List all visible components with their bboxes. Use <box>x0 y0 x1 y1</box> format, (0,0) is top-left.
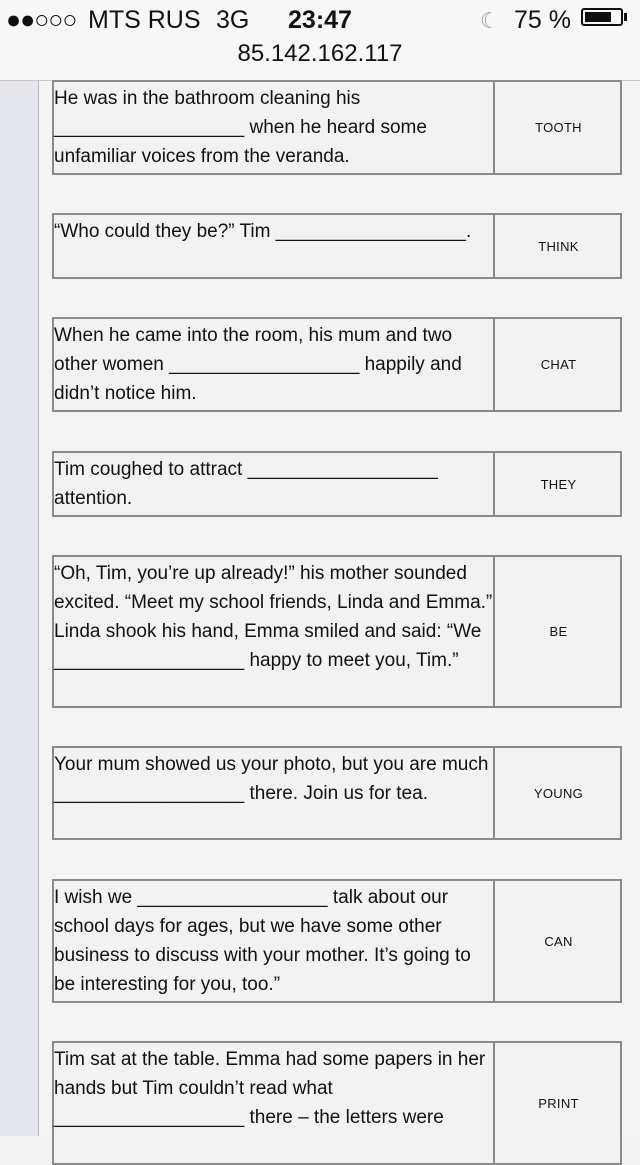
sentence-cell: “Oh, Tim, you’re up already!” his mother sounded excited. “Meet my school friends, Linda and Emma.” Linda shook his hand, Emma smiled and said: “We __________________ happy to meet you, Tim.” <box>54 557 495 706</box>
sentence-cell: Tim coughed to attract __________________ attention. <box>54 453 495 515</box>
sentence-cell: Tim sat at the table. Emma had some papers in her hands but Tim couldn’t read what __________________ there – the letters were <box>54 1043 495 1163</box>
table-row <box>52 213 622 279</box>
sentence-cell: “Who could they be?” Tim __________________. <box>54 215 495 277</box>
network-type: 3G <box>216 6 250 34</box>
battery-fill <box>585 12 611 22</box>
table-row <box>52 879 622 1003</box>
battery-percentage: 75 % <box>514 6 571 34</box>
sentence-cell: Your mum showed us your photo, but you are much __________________ there. Join us for tea. <box>54 748 495 838</box>
table-row <box>52 80 622 175</box>
table-row <box>52 746 622 840</box>
battery-icon <box>581 8 623 26</box>
sentence-cell: When he came into the room, his mum and two other women __________________ happily and didn’t notice him. <box>54 319 495 410</box>
address-bar[interactable]: 85.142.162.117 <box>237 40 403 67</box>
keyword-cell: THINK <box>538 238 579 254</box>
keyword-cell: BE <box>549 624 568 639</box>
sentence-cell: He was in the bathroom cleaning his __________________ when he heard some unfamiliar voices from the veranda. <box>54 82 495 173</box>
table-row <box>52 1041 622 1165</box>
moon-icon: ☾ <box>480 8 500 33</box>
keyword-cell: TOOTH <box>535 120 582 135</box>
keyword-cell: CAN <box>544 933 573 949</box>
left-margin <box>0 81 39 1136</box>
carrier-name: MTS RUS <box>88 6 201 34</box>
battery-tip <box>624 13 627 21</box>
keyword-cell: YOUNG <box>533 785 584 801</box>
keyword-cell: PRINT <box>538 1095 579 1111</box>
table-row <box>52 451 622 517</box>
clock: 23:47 <box>288 6 352 34</box>
table-row <box>52 317 622 412</box>
keyword-cell: THEY <box>540 476 577 492</box>
status-bar <box>0 0 640 81</box>
signal-strength-icon: ●●○○○ <box>6 6 77 34</box>
sentence-cell: I wish we __________________ talk about our school days for ages, but we have some other business to discuss with your mother. It’s going to be interesting for you, too.” <box>54 881 495 1001</box>
table-row <box>52 555 622 708</box>
keyword-cell: CHAT <box>540 357 577 372</box>
